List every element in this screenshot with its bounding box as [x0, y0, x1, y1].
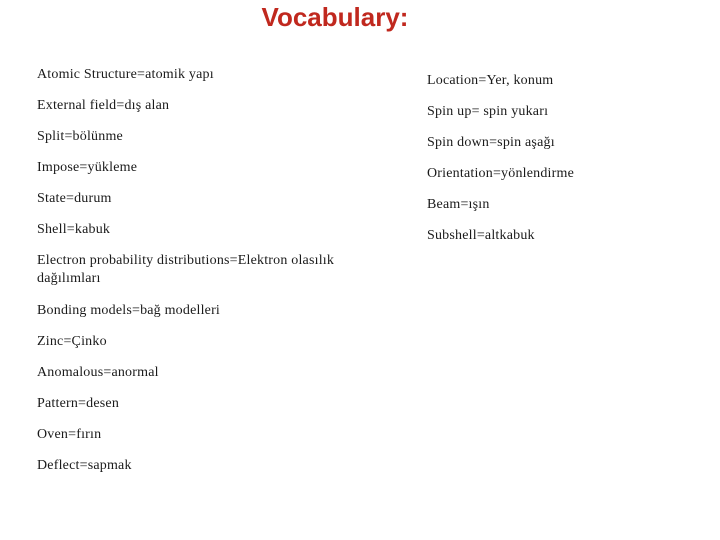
vocab-item: Impose=yükleme [37, 160, 138, 175]
vocab-item: Spin down=spin aşağı [427, 135, 555, 150]
vocab-item: Split=bölünme [37, 129, 123, 144]
vocab-item: Location=Yer, konum [427, 73, 554, 88]
vocab-item: Spin up= spin yukarı [427, 104, 549, 119]
vocab-item: Anomalous=anormal [37, 365, 159, 380]
vocab-item: Deflect=sapmak [37, 458, 132, 473]
vocab-item: Electron probability distributions=Elektron olasılık dağılımları [37, 253, 335, 286]
vocabulary-left-column [37, 66, 377, 488]
vocab-item: Pattern=desen [37, 396, 120, 411]
vocab-item: Orientation=yönlendirme [427, 166, 575, 181]
vocab-item: Shell=kabuk [37, 222, 111, 237]
vocab-item: External field=dış alan [37, 98, 170, 113]
vocab-item: State=durum [37, 191, 112, 206]
vocab-item: Atomic Structure=atomik yapı [37, 67, 214, 82]
vocab-item: Oven=fırın [37, 427, 102, 442]
vocab-item: Beam=ışın [427, 197, 490, 212]
vocab-item: Zinc=Çinko [37, 334, 107, 349]
vocab-item: Subshell=altkabuk [427, 228, 535, 243]
vocabulary-right-column [427, 72, 697, 258]
page-title: Vocabulary: [261, 2, 409, 32]
vocab-item: Bonding models=bağ modelleri [37, 303, 221, 318]
